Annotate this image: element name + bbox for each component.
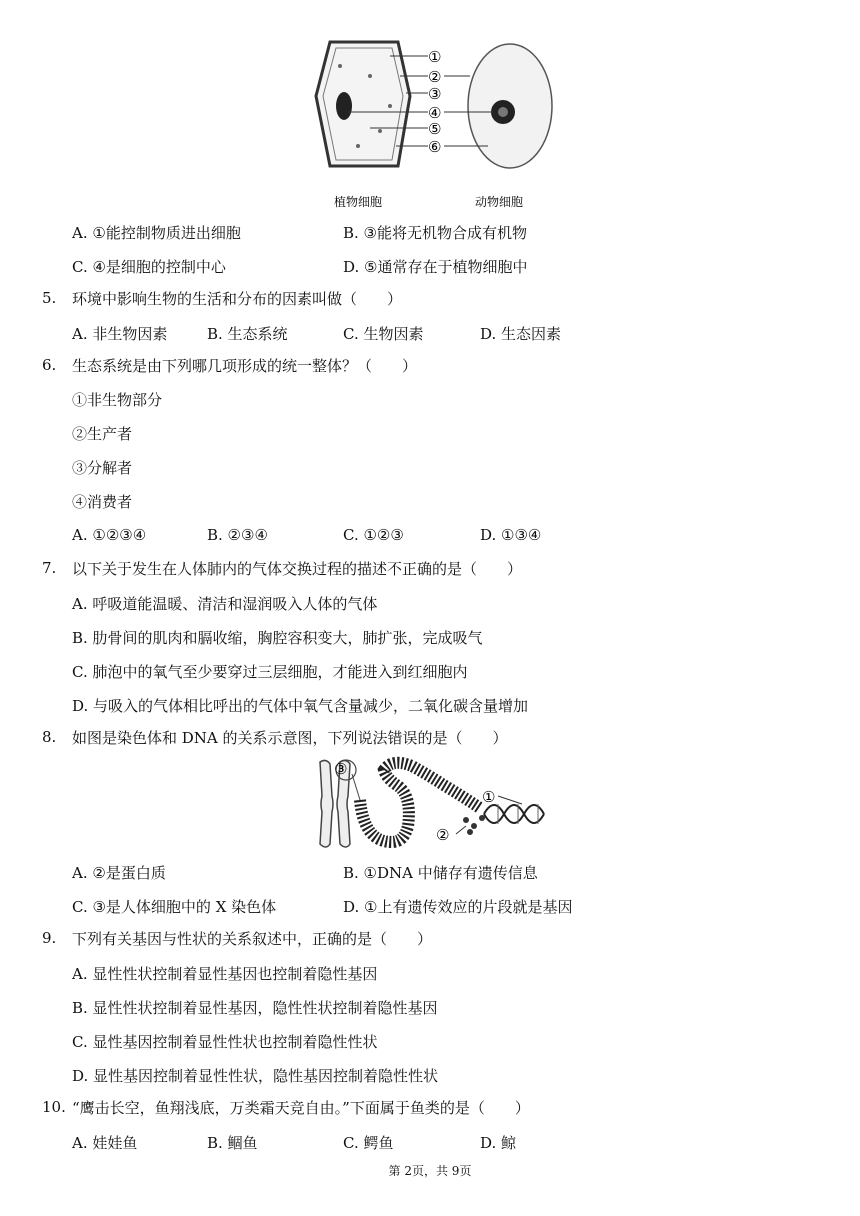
q9-option-d: D. 显性基因控制着显性性状，隐性基因控制着隐性性状 xyxy=(72,1067,439,1085)
q8-marker-3: ③ xyxy=(334,760,348,778)
q5-number: 5. xyxy=(42,289,57,307)
q8-marker-1: ① xyxy=(482,788,496,806)
q8-option-d: D. ①上有遗传效应的片段就是基因 xyxy=(343,898,573,916)
q4-option-b: B. ③能将无机物合成有机物 xyxy=(343,224,528,242)
q5-stem: 环境中影响生物的生活和分布的因素叫做（ ） xyxy=(72,290,403,308)
q7-option-c: C. 肺泡中的氧气至少要穿过三层细胞，才能进入到红细胞内 xyxy=(72,663,468,681)
dna-strand-2 xyxy=(484,805,544,823)
q4-option-c: C. ④是细胞的控制中心 xyxy=(72,258,226,276)
q9-option-b: B. 显性性状控制着显性基因，隐性性状控制着隐性基因 xyxy=(72,999,438,1017)
cell-diagram xyxy=(310,36,560,216)
q7-option-d: D. 与吸入的气体相比呼出的气体中氧气含量减少，二氧化碳含量增加 xyxy=(72,697,529,715)
q6-number: 6. xyxy=(42,356,57,374)
q5-option-d: D. 生态因素 xyxy=(480,325,562,343)
q4-option-d: D. ⑤通常存在于植物细胞中 xyxy=(343,258,528,276)
q10-option-d: D. 鲸 xyxy=(480,1134,517,1152)
marker-1: ① xyxy=(428,48,442,66)
q6-item-4: ④消费者 xyxy=(72,493,133,511)
marker-3: ③ xyxy=(428,85,442,103)
q10-option-b: B. 鲴鱼 xyxy=(207,1134,258,1152)
q7-option-a: A. 呼吸道能温暖、清洁和湿润吸入人体的气体 xyxy=(72,595,378,613)
marker-5: ⑤ xyxy=(428,120,442,138)
q6-option-b: B. ②③④ xyxy=(207,526,268,544)
q4-option-a: A. ①能控制物质进出细胞 xyxy=(72,224,241,242)
chromosome-figure xyxy=(312,756,552,852)
q10-option-c: C. 鳄鱼 xyxy=(343,1134,394,1152)
q6-option-d: D. ①③④ xyxy=(480,526,542,544)
q5-option-b: B. 生态系统 xyxy=(207,325,288,343)
q8-option-b: B. ①DNA 中储存有遗传信息 xyxy=(343,864,538,882)
q6-item-2: ②生产者 xyxy=(72,425,133,443)
q9-option-a: A. 显性性状控制着显性基因也控制着隐性基因 xyxy=(72,965,378,983)
cell-figure xyxy=(310,36,560,216)
q6-item-3: ③分解者 xyxy=(72,459,133,477)
q6-option-c: C. ①②③ xyxy=(343,526,404,544)
q7-option-b: B. 肋骨间的肌肉和膈收缩，胸腔容积变大，肺扩张，完成吸气 xyxy=(72,629,483,647)
q10-stem: “鹰击长空，鱼翔浅底，万类霜天竞自由。”下面属于鱼类的是（ ） xyxy=(72,1099,530,1117)
q8-number: 8. xyxy=(42,728,57,746)
page-footer: 第 2页，共 9页 xyxy=(388,1164,472,1178)
q6-item-1: ①非生物部分 xyxy=(72,391,163,409)
marker-4: ④ xyxy=(428,104,442,122)
q7-number: 7. xyxy=(42,559,57,577)
animal-cell-label: 动物细胞 xyxy=(475,195,524,209)
q9-number: 9. xyxy=(42,929,57,947)
q8-option-c: C. ③是人体细胞中的 X 染色体 xyxy=(72,898,277,916)
plant-nucleus xyxy=(336,92,352,120)
q5-option-a: A. 非生物因素 xyxy=(72,325,168,343)
q8-stem: 如图是染色体和 DNA 的关系示意图，下列说法错误的是（ ） xyxy=(72,729,508,747)
q7-stem: 以下关于发生在人体肺内的气体交换过程的描述不正确的是（ ） xyxy=(72,560,523,578)
chromosome-diagram xyxy=(312,756,552,852)
q9-option-c: C. 显性基因控制着显性性状也控制着隐性性状 xyxy=(72,1033,378,1051)
q10-option-a: A. 娃娃鱼 xyxy=(72,1134,138,1152)
marker-2: ② xyxy=(428,68,442,86)
plant-cell-wall xyxy=(316,42,410,166)
q5-option-c: C. 生物因素 xyxy=(343,325,424,343)
q8-marker-2: ② xyxy=(436,826,450,844)
q8-option-a: A. ②是蛋白质 xyxy=(72,864,166,882)
q6-stem: 生态系统是由下列哪几项形成的统一整体？（ ） xyxy=(72,357,418,375)
marker-6: ⑥ xyxy=(428,138,442,156)
q6-option-a: A. ①②③④ xyxy=(72,526,147,544)
q10-number: 10. xyxy=(42,1098,66,1116)
dna-strand-1 xyxy=(484,805,544,823)
q9-stem: 下列有关基因与性状的关系叙述中，正确的是（ ） xyxy=(72,930,433,948)
chromatid-left xyxy=(320,760,333,847)
plant-cell-label: 植物细胞 xyxy=(334,195,383,209)
chromatin-fiber xyxy=(360,763,480,842)
